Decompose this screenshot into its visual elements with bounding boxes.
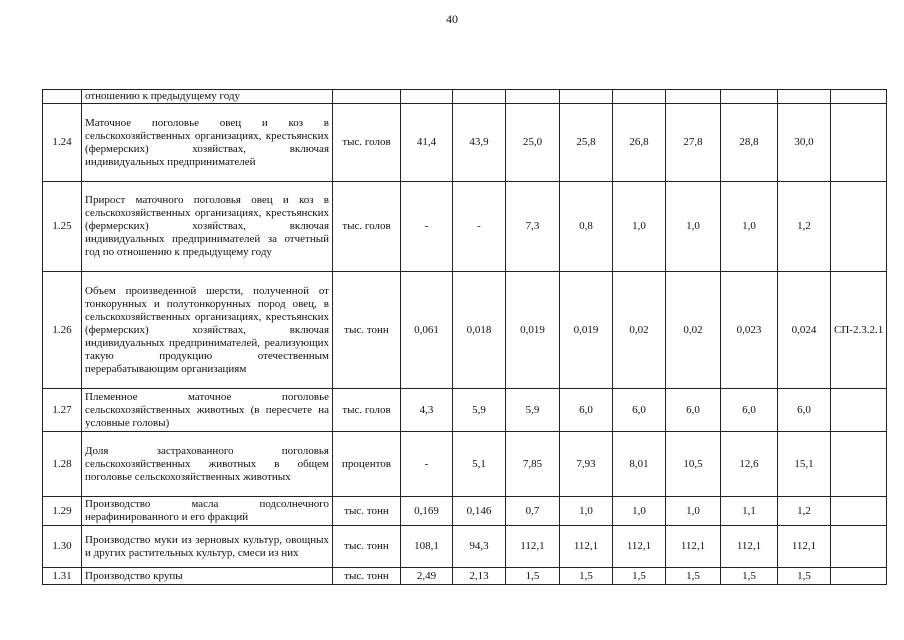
- indicator-name: отношению к предыдущему году: [82, 90, 333, 104]
- value-cell: 7,93: [560, 432, 613, 497]
- program-code: [831, 90, 887, 104]
- value-cell: 27,8: [666, 104, 721, 182]
- indicator-name: Производство муки из зерновых культур, овощных и других растительных культур, смеси из них: [82, 526, 333, 568]
- program-code: [831, 432, 887, 497]
- table-row: [43, 182, 887, 272]
- value-cell: 94,3: [453, 526, 506, 568]
- value-cell: 112,1: [666, 526, 721, 568]
- value-cell: 2,13: [453, 568, 506, 585]
- program-code: [831, 497, 887, 526]
- value-cell: 6,0: [560, 389, 613, 432]
- value-cell: [453, 90, 506, 104]
- value-cell: 1,5: [506, 568, 560, 585]
- value-cell: 1,1: [721, 497, 778, 526]
- table-row: [43, 497, 887, 526]
- value-cell: 1,5: [666, 568, 721, 585]
- value-cell: 112,1: [560, 526, 613, 568]
- value-cell: 108,1: [401, 526, 453, 568]
- program-code: [831, 104, 887, 182]
- value-cell: 6,0: [666, 389, 721, 432]
- unit-cell: процентов: [333, 432, 401, 497]
- unit-cell: тыс. тонн: [333, 272, 401, 389]
- value-cell: 25,0: [506, 104, 560, 182]
- value-cell: 0,019: [560, 272, 613, 389]
- row-number: 1.24: [43, 104, 82, 182]
- table-row: [43, 389, 887, 432]
- value-cell: 5,9: [506, 389, 560, 432]
- row-number: 1.28: [43, 432, 82, 497]
- value-cell: [778, 90, 831, 104]
- value-cell: 2,49: [401, 568, 453, 585]
- indicator-name: Маточное поголовье овец и коз в сельскохозяйственных организациях, крестьянских (фермерских) хозяйствах, включая индивидуальных предпринимателей: [82, 104, 333, 182]
- value-cell: 0,7: [506, 497, 560, 526]
- value-cell: 0,8: [560, 182, 613, 272]
- value-cell: 7,85: [506, 432, 560, 497]
- unit-cell: тыс. голов: [333, 389, 401, 432]
- value-cell: 112,1: [613, 526, 666, 568]
- table-row: [43, 104, 887, 182]
- page-number: 40: [446, 12, 458, 26]
- value-cell: [401, 90, 453, 104]
- value-cell: 1,0: [613, 182, 666, 272]
- value-cell: -: [401, 432, 453, 497]
- row-number: [43, 90, 82, 104]
- row-number: 1.31: [43, 568, 82, 585]
- table-row: [43, 432, 887, 497]
- value-cell: -: [401, 182, 453, 272]
- value-cell: 28,8: [721, 104, 778, 182]
- value-cell: 0,169: [401, 497, 453, 526]
- value-cell: [613, 90, 666, 104]
- indicator-name: Объем произведенной шерсти, полученной от тонкорунных и полутонкорунных пород овец, в сельскохозяйственных организациях, крестьянских (фермерских) хозяйствах, включая индивидуальных предпринимателей, реализующих такую продукцию отечественным перерабатывающим организациям: [82, 272, 333, 389]
- value-cell: 26,8: [613, 104, 666, 182]
- row-number: 1.26: [43, 272, 82, 389]
- value-cell: 8,01: [613, 432, 666, 497]
- value-cell: 12,6: [721, 432, 778, 497]
- value-cell: 1,5: [778, 568, 831, 585]
- table-row: [43, 526, 887, 568]
- value-cell: 0,146: [453, 497, 506, 526]
- value-cell: 0,02: [666, 272, 721, 389]
- program-code: [831, 182, 887, 272]
- value-cell: 0,061: [401, 272, 453, 389]
- indicators-table: [42, 89, 887, 585]
- row-number: 1.30: [43, 526, 82, 568]
- indicator-name: Производство масла подсолнечного нерафинированного и его фракций: [82, 497, 333, 526]
- table-row: [43, 90, 887, 104]
- unit-cell: тыс. тонн: [333, 497, 401, 526]
- unit-cell: [333, 90, 401, 104]
- value-cell: 41,4: [401, 104, 453, 182]
- value-cell: 4,3: [401, 389, 453, 432]
- unit-cell: тыс. тонн: [333, 568, 401, 585]
- value-cell: [721, 90, 778, 104]
- indicator-name: Племенное маточное поголовье сельскохозяйственных животных (в пересчете на условные головы): [82, 389, 333, 432]
- value-cell: 1,2: [778, 497, 831, 526]
- value-cell: 0,018: [453, 272, 506, 389]
- value-cell: 43,9: [453, 104, 506, 182]
- value-cell: 0,023: [721, 272, 778, 389]
- value-cell: 6,0: [721, 389, 778, 432]
- value-cell: 1,0: [613, 497, 666, 526]
- program-code: [831, 389, 887, 432]
- value-cell: 6,0: [613, 389, 666, 432]
- value-cell: 0,024: [778, 272, 831, 389]
- value-cell: 15,1: [778, 432, 831, 497]
- value-cell: 1,5: [560, 568, 613, 585]
- value-cell: -: [453, 182, 506, 272]
- value-cell: 0,02: [613, 272, 666, 389]
- indicator-name: Прирост маточного поголовья овец и коз в сельскохозяйственных организациях, крестьянских (фермерских) хозяйствах, включая индивидуальных предпринимателей за отчетный год по отношению к предыдущему году: [82, 182, 333, 272]
- value-cell: 7,3: [506, 182, 560, 272]
- table-row: [43, 272, 887, 389]
- value-cell: 112,1: [778, 526, 831, 568]
- value-cell: 1,0: [666, 497, 721, 526]
- indicator-name: Производство крупы: [82, 568, 333, 585]
- program-code: [831, 568, 887, 585]
- indicator-name: Доля застрахованного поголовья сельскохозяйственных животных в общем поголовье сельскохозяйственных животных: [82, 432, 333, 497]
- value-cell: [506, 90, 560, 104]
- value-cell: 30,0: [778, 104, 831, 182]
- value-cell: 5,9: [453, 389, 506, 432]
- table-row: [43, 568, 887, 585]
- value-cell: 6,0: [778, 389, 831, 432]
- value-cell: 112,1: [721, 526, 778, 568]
- program-code: СП-2.3.2.1: [831, 272, 887, 389]
- unit-cell: тыс. тонн: [333, 526, 401, 568]
- value-cell: 1,0: [721, 182, 778, 272]
- value-cell: [560, 90, 613, 104]
- unit-cell: тыс. голов: [333, 104, 401, 182]
- value-cell: 1,0: [560, 497, 613, 526]
- value-cell: 0,019: [506, 272, 560, 389]
- value-cell: 10,5: [666, 432, 721, 497]
- value-cell: 25,8: [560, 104, 613, 182]
- row-number: 1.25: [43, 182, 82, 272]
- row-number: 1.29: [43, 497, 82, 526]
- program-code: [831, 526, 887, 568]
- value-cell: 1,5: [613, 568, 666, 585]
- value-cell: 1,5: [721, 568, 778, 585]
- unit-cell: тыс. голов: [333, 182, 401, 272]
- value-cell: 1,2: [778, 182, 831, 272]
- value-cell: 5,1: [453, 432, 506, 497]
- row-number: 1.27: [43, 389, 82, 432]
- value-cell: [666, 90, 721, 104]
- value-cell: 1,0: [666, 182, 721, 272]
- value-cell: 112,1: [506, 526, 560, 568]
